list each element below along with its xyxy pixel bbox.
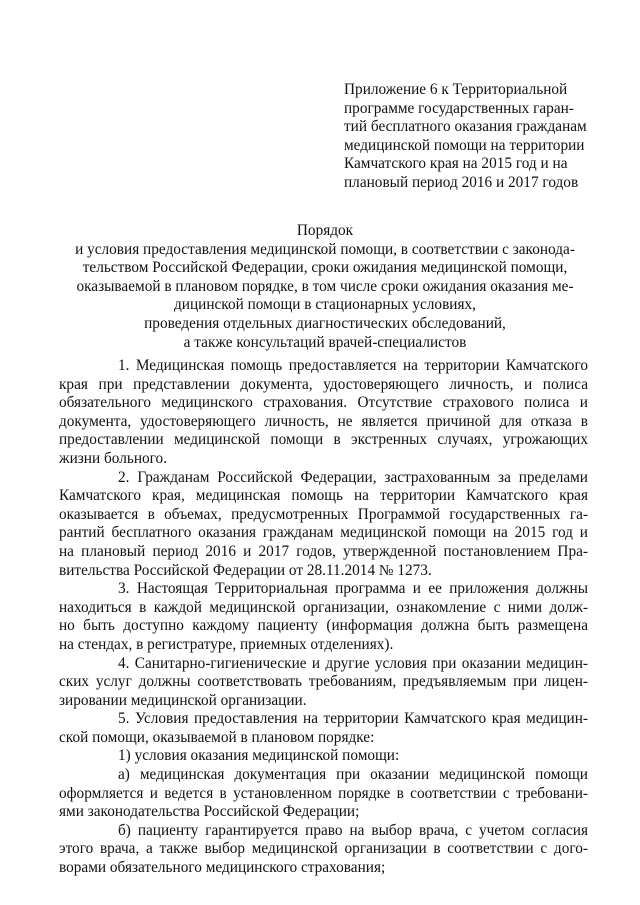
document-title (60, 222, 590, 352)
title-line: и условия предоставления медицинской помощи, в соответствии с законода- (75, 240, 575, 258)
text-line: рантий бесплатного оказания гражданам медицинской помощи на 2015 год и (59, 524, 588, 542)
paragraph-5-1 (88, 747, 588, 766)
text-line: б) пациенту гарантируется право на выбор врача, с учетом согласия (118, 821, 588, 839)
text-line: 2. Гражданам Российской Федерации, застрахованным за пределами (118, 468, 588, 486)
text-line: края при представлении документа, удостоверяющего личность, и полиса (59, 375, 588, 393)
paragraph-5 (59, 710, 588, 747)
text-line: но быть доступно каждому пациенту (информация должна быть размещена (59, 617, 588, 635)
text-line: 1. Медицинская помощь предоставляется на территории Камчатского (118, 357, 588, 374)
appendix-line: тий бесплатного оказания гражданам (344, 118, 587, 136)
title-line: тельством Российской Федерации, сроки ожидания медицинской помощи, (82, 259, 568, 277)
title-line: а также консультаций врачей-специалистов (183, 333, 467, 351)
text-line: вительства Российской Федерации от 28.11.2014 № 1273. (59, 561, 432, 579)
appendix-line: медицинской помощи на территории (344, 136, 585, 154)
text-line: обязательного медицинского страхования. Отсутствие страхового полиса и (59, 394, 588, 412)
text-line: предоставлении медицинской помощи в экстренных случаях, угрожающих (59, 431, 588, 449)
paragraph-5-b (59, 821, 588, 878)
title-line: оказываемой в плановом порядке, в том числе сроки ожидания оказания ме- (76, 277, 574, 295)
appendix-line: Приложение 6 к Территориальной (344, 81, 568, 98)
text-line: 3. Настоящая Территориальная программа и ее приложения должны (118, 580, 588, 598)
text-line: жизни больного. (59, 449, 168, 467)
paragraph-4 (59, 654, 588, 711)
text-line: ской помощи, оказываемой в плановом порядке: (59, 728, 375, 746)
text-line: на плановый период 2016 и 2017 годов, утвержденной постановлением Пра- (59, 542, 588, 560)
text-line: ями законодательства Российской Федерации; (59, 803, 360, 821)
appendix-line: Камчатского края на 2015 год и на (344, 155, 568, 173)
text-line: ских услуг должны соответствовать требованиям, предъявляемым при лицен- (59, 673, 588, 691)
text-line: на стендах, в регистратуре, приемных отделениях). (59, 635, 394, 653)
title-line: дицинской помощи в стационарных условиях, (173, 296, 476, 314)
title-line: проведения отдельных диагностических обследований, (144, 314, 506, 332)
text-line: 4. Санитарно-гигиенические и другие условия при оказании медицин- (118, 654, 588, 672)
appendix-line: программе государственных гаран- (344, 99, 574, 117)
text-line: а) медицинская документация при оказании медицинской помощи (118, 766, 588, 784)
title-line: Порядок (296, 222, 354, 239)
text-line: ворами обязательного медицинского страхования; (59, 859, 386, 877)
text-line: Камчатского края, медицинская помощь на территории Камчатского края (59, 487, 588, 505)
text-line: находиться в каждой медицинской организации, ознакомление с ними долж- (59, 598, 588, 616)
paragraph-2 (59, 468, 588, 581)
text-line: оформляется и ведется в установленном порядке в соответствии с требовани- (59, 784, 588, 802)
text-line: этого врача, а также выбор медицинской организации в соответствии с дого- (59, 840, 588, 858)
paragraph-5-a (59, 766, 588, 822)
appendix-heading (344, 81, 606, 193)
paragraph-3 (59, 580, 588, 654)
text-line: документа, удостоверяющего личность, не является причиной для отказа в (59, 412, 588, 430)
document-body (59, 357, 588, 878)
text-line: зировании медицинской организации. (59, 691, 307, 709)
appendix-line: плановый период 2016 и 2017 годов (344, 173, 579, 191)
text-line: 1) условия оказания медицинской помощи: (118, 747, 400, 765)
paragraph-1 (59, 357, 588, 469)
text-line: 5. Условия предоставления на территории Камчатского края медицин- (118, 710, 588, 728)
text-line: оказывается в объемах, предусмотренных Программой государственных га- (59, 505, 588, 523)
